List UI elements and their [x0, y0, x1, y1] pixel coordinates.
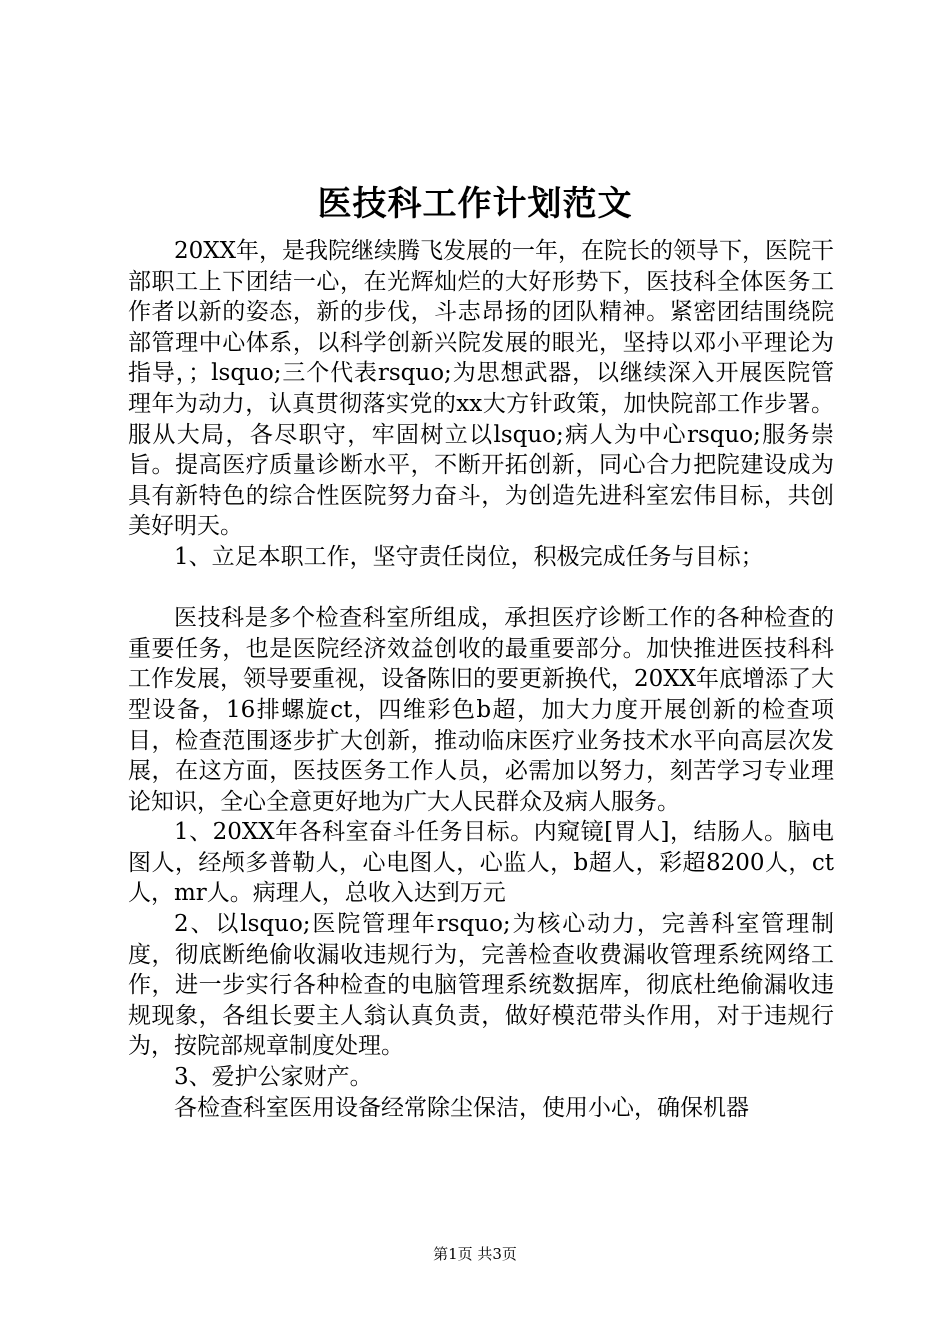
paragraph-equipment-care: 各检查科室医用设备经常除尘保洁，使用小心，确保机器: [174, 1094, 749, 1121]
paragraph-intro: 20XX年，是我院继续腾飞发展的一年，在院长的领导下，医院干部职工上下团结一心，在光辉灿烂的大好形势下，医技科全体医务工作者以新的姿态，新的步伐，斗志昂扬的团队精神。紧密团结围绕院部管理中心体系，以科学创新兴院发展的眼光，坚持以邓小平理论为指导，；lsquo;三个代表rsquo;为思想武器，以继续深入开展医院管理年为动力，认真贯彻落实党的xx大方针政策，加快院部工作步署。服从大局，各尽职守，牢固树立以lsquo;病人为中心rsquo;服务崇旨。提高医疗质量诊断水平，不断开拓创新，同心合力把院建设成为具有新特色的综合性医院努力奋斗，为创造先进科室宏伟目标，共创美好明天。: [128, 238, 835, 540]
paragraph-item-3-heading: 3、爱护公家财产。: [174, 1064, 373, 1091]
paragraph-section-1-heading: 1、立足本职工作，坚守责任岗位，积极完成任务与目标；: [174, 543, 764, 570]
paragraph-item-2-management: 2、以lsquo;医院管理年rsquo;为核心动力，完善科室管理制度，彻底断绝偷收漏收违规行为，完善检查收费漏收管理系统网络工作，进一步实行各种检查的电脑管理系统数据库，彻底杜绝偷漏收违规现象，各组长要主人翁认真负责，做好模范带头作用，对于违规行为，按院部规章制度处理。: [128, 911, 834, 1060]
page-number-footer: 第1页 共3页: [433, 1245, 517, 1263]
paragraph-department-overview: 医技科是多个检查科室所组成，承担医疗诊断工作的各种检查的重要任务，也是医院经济效益创收的最重要部分。加快推进医技科科工作发展，领导要重视，设备陈旧的要更新换代，20XX年底增添了大型设备，16排螺旋ct，四维彩色b超，加大力度开展创新的检查项目，检查范围逐步扩大创新，推动临床医疗业务技术水平向高层次发展，在这方面，医技医务工作人员，必需加以努力，刻苦学习专业理论知识，全心全意更好地为广大人民群众及病人服务。: [128, 605, 835, 815]
document-body: [128, 236, 834, 1123]
document-title: 医技科工作计划范文: [317, 184, 633, 224]
paragraph-item-1-targets: 1、20XX年各科室奋斗任务目标。内窥镜[胃人]，结肠人。脑电图人，经颅多普勒人，心电图人，心监人，b超人，彩超8200人，ct人，mr人。病理人，总收入达到万元: [128, 819, 834, 907]
